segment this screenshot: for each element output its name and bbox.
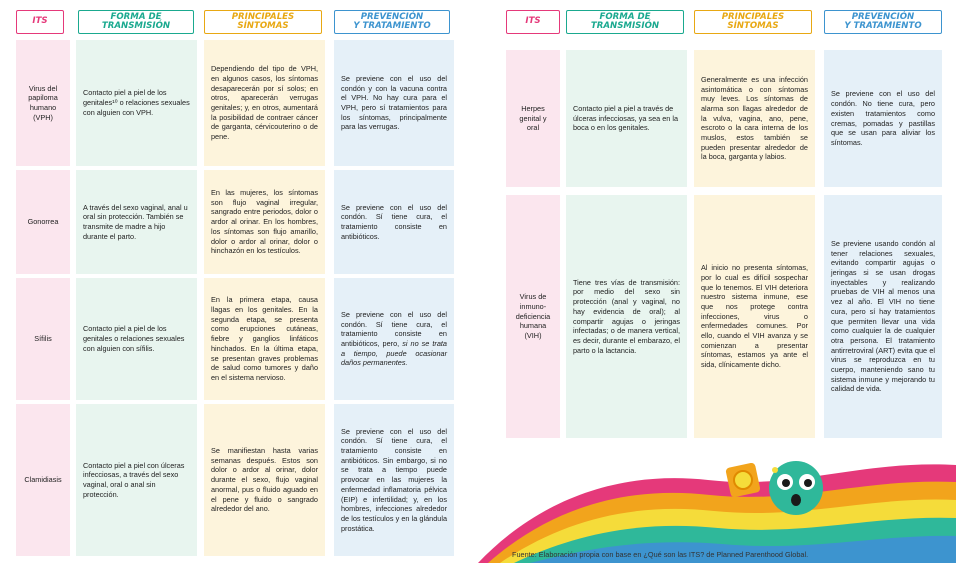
prevencion-cell-vph <box>334 40 454 166</box>
prevencion-text: Se previene con el uso del condón y con la vacuna contra el VPH. No hay cura para el VPH, pero sí tratamientos para los síntomas, principalmente para las verrugas. <box>341 73 447 132</box>
its-cell-gonorrea <box>16 170 70 274</box>
prevencion-text-a: Se previene con el uso del condón. Sí tiene cura, el tratamiento consiste en antibióticos, pero, <box>341 309 447 348</box>
sintomas-cell-herpes <box>694 50 815 187</box>
header-its <box>16 10 64 34</box>
its-name: Herpes genital y oral <box>519 103 547 133</box>
prevencion-cell-gonorrea <box>334 170 454 274</box>
header-its-label: ITS <box>525 16 541 27</box>
its-name: Clamidiasis <box>24 475 62 485</box>
header-prevencion-l2: Y TRATAMIENTO <box>353 21 431 31</box>
header-forma-label: FORMA DE TRANSMISIÓN <box>590 11 660 31</box>
forma-text: Contacto piel a piel de los genitales¹⁰ o relaciones sexuales con alguien con VPH. <box>83 88 190 117</box>
forma-text: Contacto piel a piel de los genitales o relaciones sexuales con alguien con sífilis. <box>83 324 185 353</box>
header-forma <box>78 10 194 34</box>
header-sintomas <box>204 10 322 34</box>
forma-cell-herpes <box>566 50 687 187</box>
sintomas-text: Dependiendo del tipo de VPH, en algunos casos, los síntomas desaparecerán por sí solos; en otros, aparecerán verrugas genitales; y, en otros, aumentará la posibilidad de contraer cáncer de garganta, cérvicouterino o de pene. <box>211 64 318 142</box>
sintomas-text: Generalmente es una infección asintomática o con síntomas muy leves. Los síntomas de alarma son llagas alrededor de la vulva, vagina, ano, pene, escroto o la cara interna de los muslos, estos también se pueden presentar alrededor de la boca, garganta y labios. <box>701 74 808 162</box>
prevencion-text <box>341 310 447 368</box>
its-name: Virus del papiloma humano (VPH) <box>28 83 58 122</box>
its-cell-herpes <box>506 50 560 187</box>
sintomas-text: En las mujeres, los síntomas son flujo vaginal irregular, sangrado entre periodos, dolor o ardor al orinar. En los hombres, los síntomas son flujo amarillo, dolor o ardor al orinar, dolor o hinchazón en los testículos. <box>211 188 318 256</box>
header-prevencion <box>334 10 450 34</box>
its-cell-sifilis <box>16 278 70 400</box>
header-forma <box>566 10 684 34</box>
sintomas-cell-vph <box>204 40 325 166</box>
prevencion-text: Se previene con el uso del condón. Sí tiene cura, el tratamiento consiste en antibióticos. Sin embargo, si no se trata a tiempo puede provocar en las mujeres la enfermedad inflamatoria pélvica (EIP) e infertilidad; y, en los hombres, infecciones alrededor de los testículos y en la glándula prostática. <box>341 426 447 533</box>
header-its <box>506 10 560 34</box>
forma-text: Contacto piel a piel con úlceras infecciosas, a través del sexo vaginal, oral o anal sin protección. <box>83 460 185 499</box>
sintomas-text: Al inicio no presenta síntomas, por lo cual es difícil sospechar que lo tenemos. El VIH deteriora nuestro sistema inmune, ese que nos protege contra infecciones, virus o enfermedades comunes. Por ello, cuando el VIH avanza y se comienzan a presentar síntomas, estamos ya ante el sida, clínicamente dicho. <box>701 263 808 370</box>
forma-text: Tiene tres vías de transmisión: por medio del sexo sin protección (anal y vaginal, no hay evidencia de oral); al compartir agujas o jeringas infectadas; o de manera vertical, es decir, durante el embarazo, el parto o la lactancia. <box>573 277 680 355</box>
sintomas-cell-vih <box>694 195 815 438</box>
forma-cell-sifilis <box>76 278 197 400</box>
forma-cell-vph <box>76 40 197 166</box>
its-name: Sífilis <box>34 334 52 344</box>
prevencion-text: Se previene con el uso del condón. No tiene cura, pero existen tratamientos como cremas, pomadas y pastillas que se usan para aliviar los síntomas. <box>831 89 935 147</box>
sintomas-cell-sifilis <box>204 278 325 400</box>
sintomas-cell-clamidiasis <box>204 404 325 556</box>
header-prevencion-l1: PREVENCIÓN <box>851 11 915 22</box>
prevencion-cell-clamidiasis <box>334 404 454 556</box>
its-name: Virus de inmuno-deficiencia humana (VIH) <box>515 292 551 341</box>
sintomas-text: En la primera etapa, causa llagas en los genitales. En la segunda etapa, se presenta como erupciones cutáneas, fiebre y ganglios linfáticos hinchados. En la última etapa, se presentan graves problemas de salud como tumores y daño en el sistema nervioso. <box>211 295 318 382</box>
prevencion-text: Se previene usando condón al tener relaciones sexuales, evitando compartir agujas o jeringas si se usan drogas inyectables y realizando pruebas de VIH al menos una vez al año. El VIH no tiene cura, pero sí hay tratamientos que permiten llevar una vida como cualquier la de cualquier otra persona. El tratamiento antirretroviral (ART) evita que el virus se reproduzca en tu cuerpo, manteniendo sano tu sistema inmune y mejorando tu calidad de vida. <box>831 238 935 394</box>
sintomas-text: Se manifiestan hasta varias semanas después. Estos son dolor o ardor al orinar, dolor durante el sexo, flujo vaginal anormal, pus o fluido aguado en el pene y fluido o sangrado alrededor del ano. <box>211 446 318 514</box>
prevencion-text: Se previene con el uso del condón. Sí tiene cura, el tratamiento consiste en antibióticos. <box>341 202 447 241</box>
prevencion-cell-vih <box>824 195 942 438</box>
smiley-character-icon <box>769 461 823 515</box>
forma-text: Contacto piel a piel a través de úlceras infecciosas, ya sea en la boca o en los genitales. <box>573 103 679 133</box>
prevencion-text-b: si no se trata a tiempo, puede ocasionar daños permanentes. <box>341 339 447 368</box>
source-note: Fuente: Elaboración propia con base en ¿Qué son las ITS? de Planned Parenthood Global. <box>512 550 809 559</box>
its-cell-vih <box>506 195 560 438</box>
header-prevencion <box>824 10 942 34</box>
header-forma-label: FORMA DE TRANSMISIÓN <box>101 11 171 31</box>
sintomas-cell-gonorrea <box>204 170 325 274</box>
prevencion-cell-sifilis <box>334 278 454 400</box>
header-its-label: ITS <box>32 16 48 27</box>
header-sintomas-label: PRINCIPALES SÍNTOMAS <box>231 11 295 31</box>
header-sintomas <box>694 10 812 34</box>
header-prevencion-l2: Y TRATAMIENTO <box>844 21 922 31</box>
its-cell-clamidiasis <box>16 404 70 556</box>
header-prevencion-l1: PREVENCIÓN <box>360 11 424 22</box>
forma-text: A través del sexo vaginal, anal u oral sin protección. También se transmite de madre a hijo durante el parto. <box>83 202 188 241</box>
forma-cell-clamidiasis <box>76 404 197 556</box>
header-sintomas-label: PRINCIPALES SÍNTOMAS <box>721 11 785 31</box>
its-name: Gonorrea <box>27 217 59 227</box>
its-cell-vph <box>16 40 70 166</box>
rainbow-wave-illustration <box>478 440 956 563</box>
forma-cell-gonorrea <box>76 170 197 274</box>
forma-cell-vih <box>566 195 687 438</box>
prevencion-cell-herpes <box>824 50 942 187</box>
condom-character-icon <box>725 462 761 498</box>
